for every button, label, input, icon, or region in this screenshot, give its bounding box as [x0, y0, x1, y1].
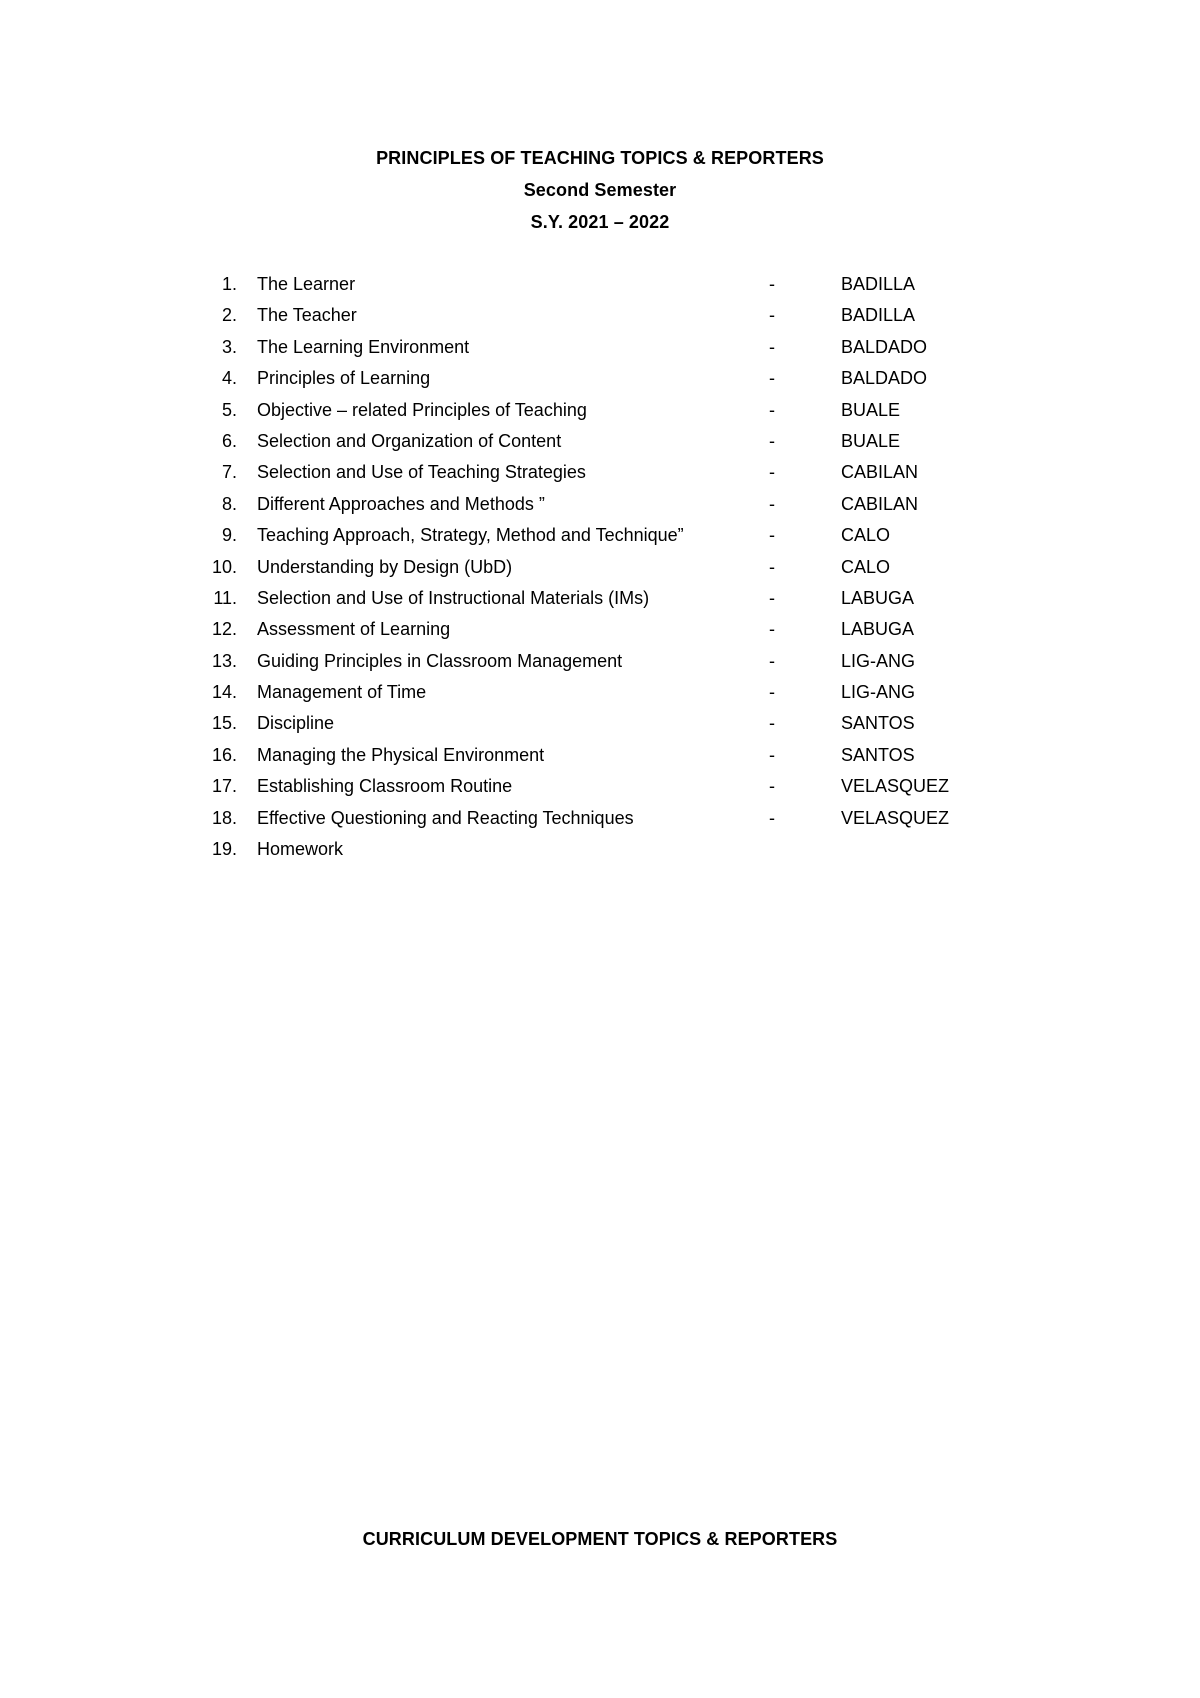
topic-reporter: BUALE: [841, 430, 901, 451]
topic-separator: -: [769, 525, 775, 546]
topic-number: 16.: [211, 744, 237, 765]
topic-row: [0, 617, 1200, 648]
topic-reporter: LABUGA: [841, 619, 915, 640]
topic-row: [0, 335, 1200, 366]
topic-number: 9.: [221, 525, 237, 546]
topic-number: 19.: [211, 839, 237, 860]
topic-row: [0, 366, 1200, 397]
topic-separator: -: [769, 713, 775, 734]
topic-reporter: CABILAN: [841, 462, 919, 483]
topic-title: Selection and Use of Teaching Strategies: [257, 462, 586, 483]
topic-separator: -: [769, 682, 775, 703]
topic-reporter: BADILLA: [841, 274, 916, 294]
topic-reporter: BADILLA: [841, 305, 916, 326]
topic-number: 5.: [221, 399, 237, 420]
topic-reporter: LIG-ANG: [841, 650, 916, 671]
topic-row: [0, 523, 1200, 554]
topic-separator: -: [769, 368, 775, 389]
topic-number: 18.: [211, 807, 237, 828]
topic-title: Selection and Use of Instructional Materials (IMs): [257, 587, 650, 608]
topic-number: 8.: [221, 493, 237, 514]
topic-separator: -: [769, 744, 775, 765]
topic-number: 17.: [211, 776, 237, 797]
topic-row: [0, 806, 1200, 837]
topic-separator: -: [769, 462, 775, 483]
topic-separator: -: [769, 807, 775, 828]
topic-number: 11.: [213, 587, 237, 608]
topic-number: 12.: [211, 619, 237, 640]
topic-number: 7.: [221, 462, 237, 483]
topic-reporter: SANTOS: [841, 744, 915, 765]
topic-reporter: VELASQUEZ: [841, 776, 950, 797]
topic-number: 14.: [211, 682, 237, 703]
topic-title: Homework: [257, 839, 344, 860]
topic-list: [0, 272, 1200, 868]
topic-number: 3.: [221, 336, 237, 357]
topic-title: Establishing Classroom Routine: [257, 776, 513, 797]
topic-separator: -: [769, 305, 775, 326]
topic-row: [0, 649, 1200, 680]
topic-separator: -: [769, 650, 775, 671]
topic-separator: -: [769, 619, 775, 640]
topic-row: [0, 460, 1200, 491]
topic-title: Teaching Approach, Strategy, Method and Technique”: [257, 525, 684, 546]
next-section-title: CURRICULUM DEVELOPMENT TOPICS & REPORTERS: [362, 1529, 838, 1549]
topic-separator: -: [769, 399, 775, 420]
topic-number: 4.: [221, 368, 237, 389]
topic-row: [0, 743, 1200, 774]
topic-separator: -: [769, 493, 775, 514]
topic-number: 6.: [221, 430, 237, 451]
topic-number: 1.: [221, 274, 237, 294]
topic-title: Management of Time: [257, 682, 427, 703]
topic-number: 15.: [211, 713, 237, 734]
topic-row: [0, 837, 1200, 868]
topic-separator: -: [769, 776, 775, 797]
topic-separator: -: [769, 587, 775, 608]
topic-title: Assessment of Learning: [257, 619, 451, 640]
topic-number: 13.: [211, 650, 237, 671]
topic-separator: -: [769, 336, 775, 357]
topic-separator: -: [769, 430, 775, 451]
topic-title: Effective Questioning and Reacting Techniques: [257, 807, 634, 828]
topic-row: [0, 272, 1200, 303]
topic-title: The Learning Environment: [257, 336, 470, 357]
topic-title: Selection and Organization of Content: [257, 430, 562, 451]
topic-row: [0, 492, 1200, 523]
topic-title: Understanding by Design (UbD): [257, 556, 513, 577]
topic-title: Principles of Learning: [257, 368, 431, 389]
topic-reporter: VELASQUEZ: [841, 807, 950, 828]
topic-reporter: BALDADO: [841, 336, 928, 357]
topic-title: Objective – related Principles of Teaching: [257, 399, 587, 420]
semester-label: Second Semester: [523, 180, 677, 200]
topic-row: [0, 680, 1200, 711]
topic-row: [0, 711, 1200, 742]
topic-reporter: BALDADO: [841, 368, 928, 389]
topic-title: The Learner: [257, 274, 356, 294]
topic-reporter: CALO: [841, 525, 891, 546]
topic-reporter: BUALE: [841, 399, 901, 420]
topic-reporter: CALO: [841, 556, 891, 577]
topic-reporter: SANTOS: [841, 713, 915, 734]
topic-title: The Teacher: [257, 305, 357, 326]
topic-separator: -: [769, 274, 775, 294]
topic-number: 2.: [221, 305, 237, 326]
topic-row: [0, 398, 1200, 429]
topic-separator: -: [769, 556, 775, 577]
topic-row: [0, 429, 1200, 460]
school-year-label: S.Y. 2021 – 2022: [530, 212, 670, 232]
topic-title: Guiding Principles in Classroom Management: [257, 650, 623, 671]
document-title: PRINCIPLES OF TEACHING TOPICS & REPORTERS: [376, 148, 824, 168]
topic-row: [0, 555, 1200, 586]
topic-reporter: LIG-ANG: [841, 682, 916, 703]
topic-row: [0, 303, 1200, 334]
topic-row: [0, 774, 1200, 805]
topic-row: [0, 586, 1200, 617]
topic-title: Discipline: [257, 713, 335, 734]
topic-title: Different Approaches and Methods ”: [257, 493, 545, 514]
topic-title: Managing the Physical Environment: [257, 744, 545, 765]
topic-reporter: LABUGA: [841, 587, 915, 608]
topic-reporter: CABILAN: [841, 493, 919, 514]
topic-number: 10.: [211, 556, 237, 577]
